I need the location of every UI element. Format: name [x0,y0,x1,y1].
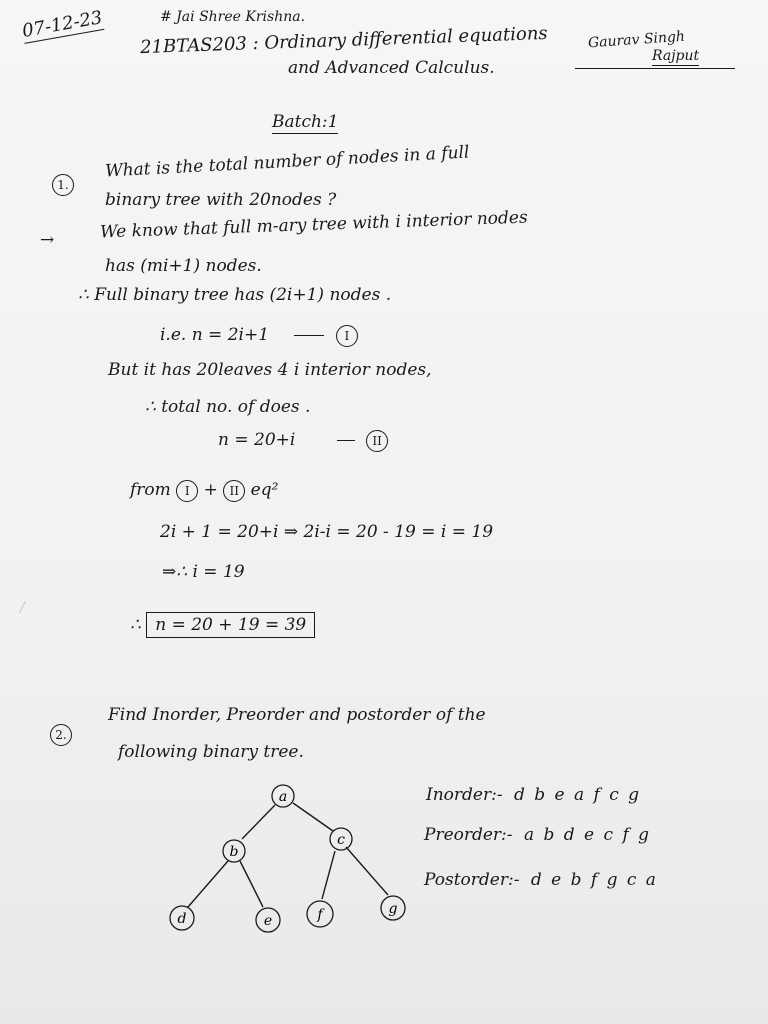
q1-but-line: But it has 20leaves 4 i interior nodes, [108,360,432,380]
tree-node-a-label: a [278,789,288,805]
tree-node-e-label: e [263,913,273,929]
tree-node-c [330,828,352,850]
eq1-tag-circle: I [336,325,358,347]
final-answer-box: n = 20 + 19 = 39 [146,612,315,638]
q2-number-circle: 2. [50,724,72,746]
tree-node-a [272,785,294,807]
tree-node-b-label: b [229,844,239,860]
tree-node-b [223,840,245,862]
q2-number [50,724,72,746]
q1-answer-line2: has (mi+1) nodes. [105,256,262,276]
q1-total-line: ∴ total no. of does . [145,397,311,417]
q1-question-line1: What is the total number of nodes in a full [104,142,470,182]
q1-number [52,174,74,196]
from-word: from [130,480,171,500]
tree-node-g-label: g [388,901,398,917]
author-underline [575,68,735,69]
q1-eq2-text: n = 20+i [218,430,296,450]
q1-from-line [130,480,278,502]
author-name: Gaurav Singh [587,28,686,52]
q1-final-answer-row [130,615,315,635]
q1-therefore-line: ∴ Full binary tree has (2i+1) nodes . [78,285,392,305]
binary-tree-diagram [150,775,420,950]
final-therefore: ∴ [130,615,141,635]
inorder-value: d b e a f c g [513,785,642,805]
q1-result-i: ⇒∴ i = 19 [162,562,245,582]
batch-heading: Batch:1 [272,112,339,132]
from-eq: eq² [250,480,279,500]
postorder-value: d e b f g c a [530,870,658,890]
q1-answer-line1: We know that full m-ary tree with i interior nodes [99,207,528,243]
preorder-row [424,825,651,845]
q1-number-circle: 1. [52,174,74,196]
q1-eq1-text: i.e. n = 2i+1 [160,325,270,345]
from-plus: + [203,480,218,500]
tree-node-d [170,906,194,930]
postorder-label: Postorder:- [424,870,520,890]
q1-equation-2 [218,430,388,452]
postorder-row [424,870,658,890]
course-title-line1: 21BTAS203 : Ordinary differential equations [139,22,548,59]
q2-question-line2: following binary tree. [118,742,304,762]
tree-node-c-label: c [337,832,345,848]
tree-node-d-label: d [177,911,187,927]
from-tag2-circle: II [223,480,245,502]
inorder-row [426,785,641,805]
course-title-line2: and Advanced Calculus. [288,58,495,78]
tree-node-f [307,901,333,927]
q1-solve-line: 2i + 1 = 20+i ⇒ 2i-i = 20 - 19 = i = 19 [160,522,494,542]
tree-node-e [256,908,280,932]
preorder-label: Preorder:- [424,825,513,845]
blessing: # Jai Shree Krishna. [160,9,306,25]
q1-equation-1 [160,325,358,347]
inorder-label: Inorder:- [426,785,503,805]
date: 07-12-23 [20,7,104,42]
q2-question-line1: Find Inorder, Preorder and postorder of the [108,705,486,725]
bleed-through-mark: / [20,600,25,616]
preorder-value: a b d e c f g [523,825,652,845]
q1-question-line2: binary tree with 20nodes ? [105,190,337,210]
tree-node-g [381,896,405,920]
author-surname: Rajput [652,48,700,64]
from-tag1-circle: I [176,480,198,502]
tree-node-f-label: f [317,907,323,923]
eq2-tag-circle: II [366,430,388,452]
arrow-icon: → [40,230,55,250]
